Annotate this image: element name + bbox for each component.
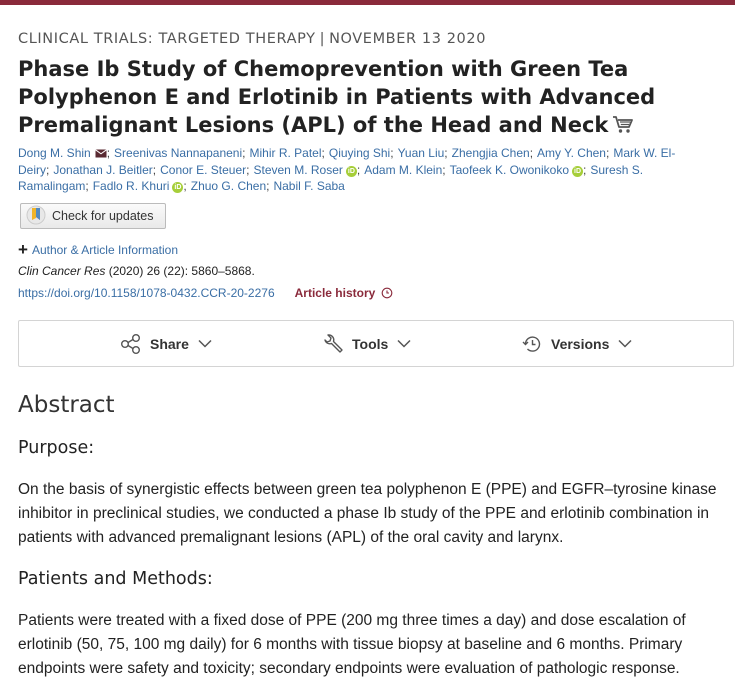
author-link[interactable]: [254, 163, 357, 177]
author-name: Yuan Liu: [397, 146, 445, 160]
author-link[interactable]: [329, 146, 390, 160]
author-separator: ;: [183, 179, 187, 193]
chevron-down-icon: [397, 339, 411, 348]
author-separator: ;: [442, 163, 446, 177]
versions-dropdown[interactable]: [521, 321, 632, 366]
citation: [18, 264, 255, 278]
methods-paragraph: Patients were treated with a fixed dose of PPE (200 mg three times a day) and dose escalation of erlotinib (50, 75, 100 mg daily) for 6 months with tissue biopsy at baseline and 6 months. Primary endpoints were safety and toxicity; secondary endpoints were evaluation of pathologic response.: [18, 612, 686, 677]
author-link[interactable]: [18, 146, 107, 160]
author-link[interactable]: [364, 163, 442, 177]
author-separator: ;: [46, 163, 50, 177]
author-separator: ;: [152, 163, 157, 177]
author-link[interactable]: [450, 163, 583, 177]
author-link[interactable]: [114, 146, 242, 160]
author-name: Qiuying Shi: [328, 146, 391, 160]
kicker-separator: |: [319, 31, 326, 47]
crossmark-icon: [26, 205, 46, 228]
purpose-paragraph: On the basis of synergistic effects between green tea polyphenon E (PPE) and EGFR–tyrosine kinase inhibitor in preclinical studies, we conducted a phase Ib study of the PPE and erlotinib combination in patients with advanced premalignant lesions (APL) of the oral cavity and larynx.: [18, 481, 717, 546]
chevron-down-icon: [198, 339, 212, 348]
author-name: Dong M. Shin: [18, 146, 91, 160]
author-link[interactable]: [273, 179, 344, 193]
tools-dropdown[interactable]: [322, 321, 411, 366]
check-for-updates-button[interactable]: [20, 203, 166, 229]
shopping-cart-icon[interactable]: [612, 114, 634, 142]
author-link[interactable]: [160, 163, 246, 177]
publication-date: NOVEMBER 13 2020: [329, 31, 487, 47]
author-link[interactable]: [53, 163, 152, 177]
author-name: Zhuo G. Chen: [190, 179, 267, 193]
author-separator: ;: [266, 179, 270, 193]
author-link[interactable]: [452, 146, 530, 160]
article-title: [18, 55, 708, 142]
author-info-label: Author & Article Information: [31, 243, 179, 257]
author-name: Suresh S. Ramalingam: [18, 163, 644, 193]
author-separator: ;: [444, 146, 448, 160]
orcid-icon[interactable]: iD: [174, 184, 182, 191]
journal-name: Clin Cancer Res: [18, 264, 106, 278]
check-for-updates-label: Check for updates: [52, 209, 154, 223]
article-history-label: Article history: [294, 286, 376, 300]
author-name: Nabil F. Saba: [273, 179, 345, 193]
author-link[interactable]: [191, 179, 266, 193]
share-icon: [120, 334, 142, 354]
versions-label: Versions: [551, 335, 610, 352]
author-link[interactable]: [249, 146, 321, 160]
article-history-link[interactable]: [295, 286, 394, 300]
clock-history-icon: [381, 287, 393, 299]
purpose-heading: Purpose:: [18, 438, 95, 458]
email-icon[interactable]: [95, 146, 107, 162]
author-link[interactable]: [537, 146, 606, 160]
author-name: Zhengjia Chen: [451, 146, 530, 160]
author-separator: ;: [85, 179, 89, 193]
author-separator: ;: [529, 146, 534, 160]
author-article-information-toggle[interactable]: [18, 240, 179, 259]
author-name: Fadlo R. Khuri: [92, 179, 170, 193]
author-name: Amy Y. Chen: [537, 146, 606, 160]
author-separator: ;: [242, 146, 246, 160]
top-accent-bar: [0, 0, 735, 5]
author-link[interactable]: [397, 146, 448, 160]
author-separator: ;: [356, 163, 361, 177]
author-separator: ;: [605, 146, 610, 160]
article-toolbar: [18, 320, 734, 367]
chevron-down-icon: [618, 339, 632, 348]
author-name: Jonathan J. Beitler: [53, 163, 153, 177]
author-name: Sreenivas Nannapaneni: [114, 146, 243, 160]
author-separator: ;: [106, 146, 111, 160]
section-label[interactable]: CLINICAL TRIALS: TARGETED THERAPY: [18, 31, 316, 47]
plus-icon: +: [18, 240, 28, 259]
author-name: Taofeek K. Owonikoko: [449, 163, 569, 177]
author-separator: ;: [390, 146, 394, 160]
author-separator: ;: [583, 163, 587, 177]
share-label: Share: [150, 335, 189, 352]
history-icon: [521, 333, 543, 355]
citation-details: (2020) 26 (22): 5860–5868.: [105, 264, 255, 278]
article-kicker: [18, 31, 486, 47]
author-separator: ;: [321, 146, 325, 160]
doi-row: [18, 286, 393, 300]
wrench-icon: [322, 333, 344, 355]
orcid-icon[interactable]: iD: [347, 168, 355, 175]
tools-label: Tools: [352, 335, 389, 352]
article-title-text: Phase Ib Study of Chemoprevention with Green Tea Polyphenon E and Erlotinib in Patients with Advanced Premalignant Lesions (APL) of the Head and Neck: [18, 57, 656, 137]
author-name: Mark W. El-Deiry: [18, 146, 676, 177]
author-name: Conor E. Steuer: [160, 163, 247, 177]
author-link[interactable]: [92, 179, 187, 193]
abstract-heading: Abstract: [18, 392, 115, 418]
author-list: [18, 145, 718, 194]
author-name: Mihir R. Patel: [249, 146, 322, 160]
author-separator: ;: [246, 163, 250, 177]
orcid-icon[interactable]: iD: [574, 168, 581, 175]
doi-link[interactable]: https://doi.org/10.1158/1078-0432.CCR-20-2276: [18, 286, 275, 300]
author-name: Steven M. Roser: [253, 163, 343, 177]
share-dropdown[interactable]: [120, 321, 212, 366]
methods-heading: Patients and Methods:: [18, 569, 213, 589]
author-name: Adam M. Klein: [364, 163, 443, 177]
